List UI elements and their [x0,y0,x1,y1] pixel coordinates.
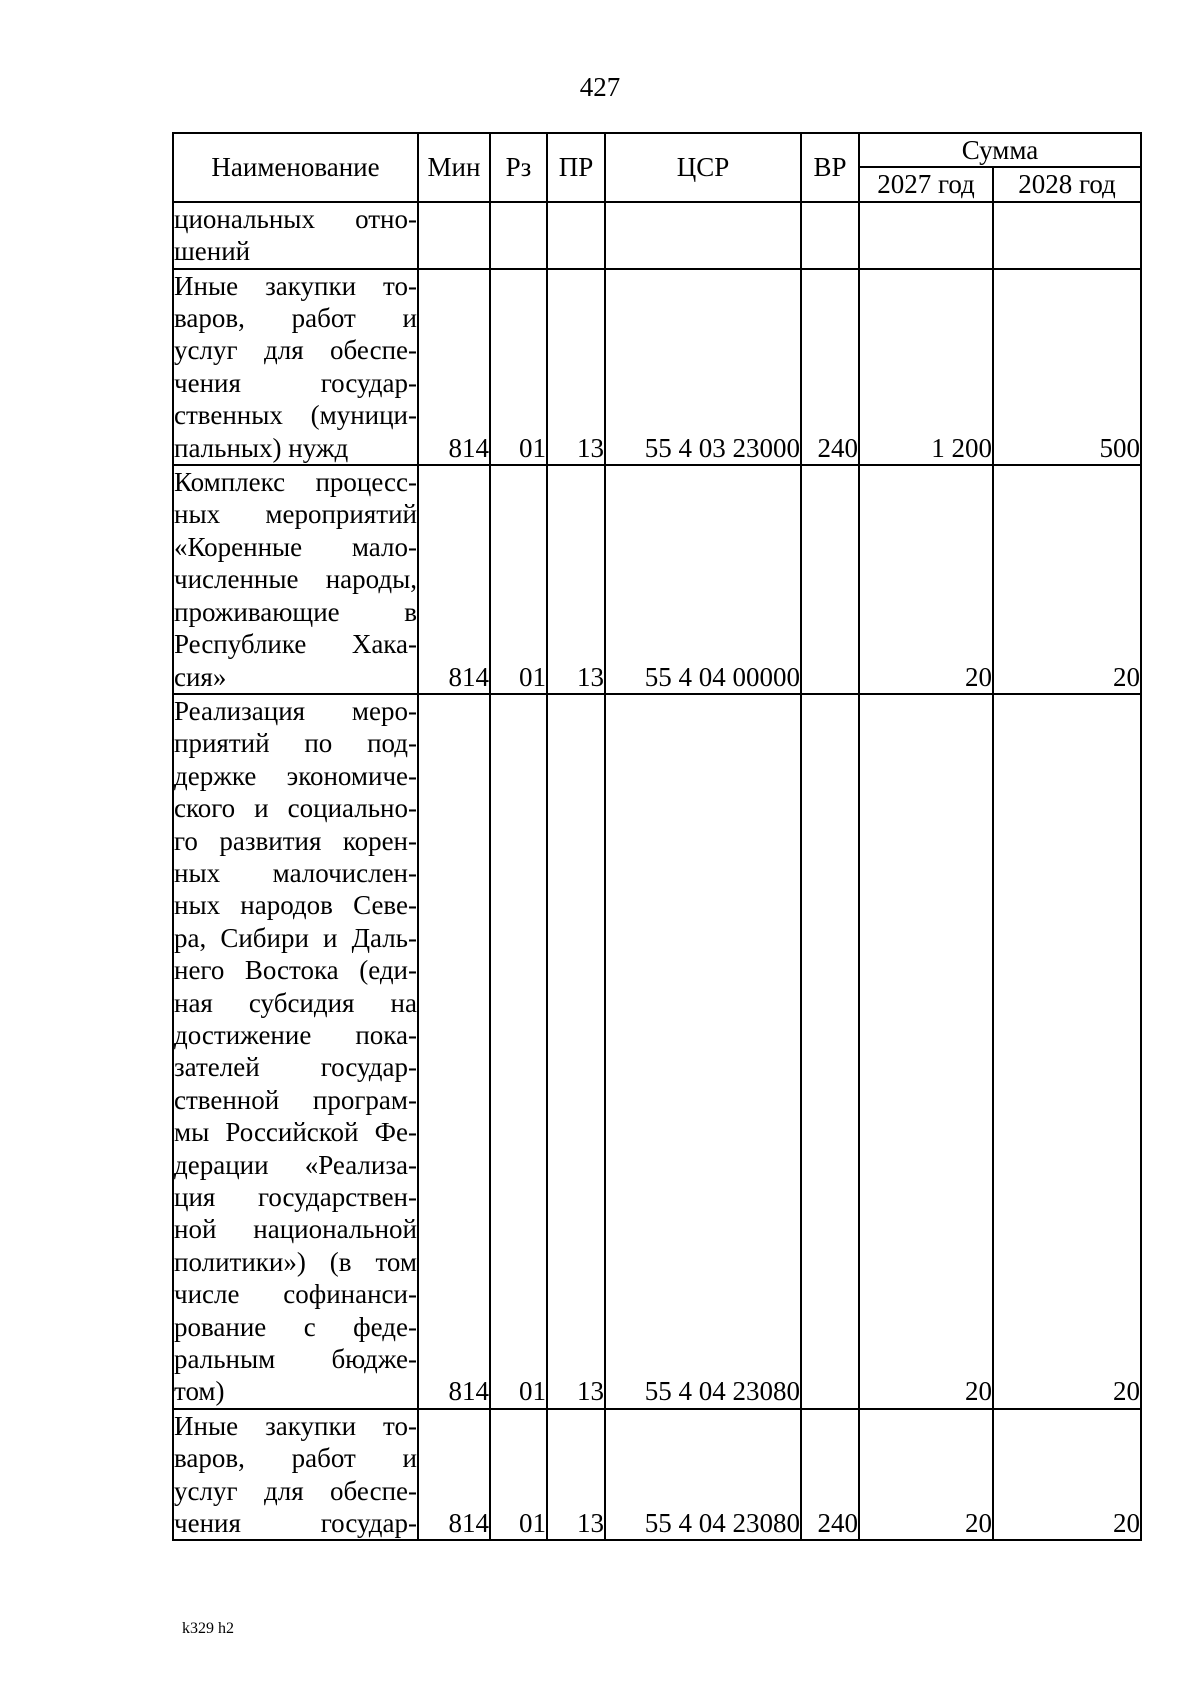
row-name-line: ной национальной [174,1214,417,1245]
row-name-line: рование с феде- [174,1311,417,1342]
budget-table [172,132,1142,1541]
row-name-line: приятий по под- [174,728,417,759]
row-name-line: Комплекс процесс- [174,467,417,498]
row-csr [605,202,801,269]
row-sum-2028: 20 [993,694,1141,1409]
row-csr: 55 4 04 00000 [605,465,801,694]
row-name [173,694,418,1409]
row-name-line: пальных) нужд [174,432,349,463]
row-pr: 13 [547,269,605,465]
row-name-line: зателей государ- [174,1052,417,1083]
table-body [173,202,1141,1541]
row-name-line: числе софинанси- [174,1279,417,1310]
row-name-line: численные народы, [174,564,417,595]
table-row [173,694,1141,1409]
row-name-line: дерации «Реализа- [174,1149,417,1180]
row-name-line: услуг для обеспе- [174,335,417,366]
row-vr [801,465,859,694]
table-row [173,202,1141,269]
header-year-2027: 2027 год [859,167,993,201]
row-min: 814 [418,465,490,694]
row-sum-2027: 20 [859,465,993,694]
row-rz: 01 [490,269,547,465]
row-name-line: шений [174,236,251,267]
row-name-line: него Востока (еди- [174,955,417,986]
row-sum-2027 [859,202,993,269]
table-row [173,269,1141,465]
row-name-line: циональных отно- [174,203,417,234]
row-name-line: чения государ- [174,367,417,398]
row-sum-2028: 20 [993,1409,1141,1541]
row-name-line: ных малочислен- [174,857,417,888]
row-name-line: чения государ- [174,1508,417,1539]
row-sum-2028: 20 [993,465,1141,694]
row-sum-2028 [993,202,1141,269]
row-sum-2027: 20 [859,1409,993,1541]
row-name-line: ция государствен- [174,1182,417,1212]
row-pr: 13 [547,465,605,694]
header-name: Наименование [173,133,418,202]
row-name-line: го развития корен- [174,825,417,856]
row-sum-2027: 20 [859,694,993,1409]
row-min [418,202,490,269]
row-rz [490,202,547,269]
table-row [173,1409,1141,1541]
row-name [173,1409,418,1541]
row-name-line: варов, работ и [174,303,417,334]
table-row [173,465,1141,694]
row-name-line: ная субсидия на [174,987,417,1018]
row-name-line: сия» [174,661,227,692]
header-sum: Сумма [859,133,1141,167]
row-rz: 01 [490,694,547,1409]
row-name-line: «Коренные мало- [174,531,417,562]
row-name-line: ственных (муници- [174,400,417,431]
row-name-line: Иные закупки то- [174,270,417,301]
row-name-line: варов, работ и [174,1443,417,1474]
row-name-line: держке экономиче- [174,760,417,791]
row-name-line: достижение пока- [174,1019,417,1050]
page-number: 427 [579,72,621,102]
row-min: 814 [418,1409,490,1541]
row-name-line: услуг для обеспе- [174,1475,417,1506]
row-name-line: ра, Сибири и Даль- [174,922,417,953]
row-name-line: мы Российской Фе- [174,1117,417,1148]
header-csr: ЦСР [605,133,801,202]
row-rz: 01 [490,465,547,694]
row-sum-2028: 500 [993,269,1141,465]
row-name-line: Реализация меро- [174,695,417,726]
footer-code: k329 h2 [182,1620,234,1637]
header-min: Мин [418,133,490,202]
row-name-line: ных мероприятий [174,499,417,530]
row-name [173,269,418,465]
header-vr: ВР [801,133,859,202]
row-vr [801,202,859,269]
row-sum-2027: 1 200 [859,269,993,465]
row-min: 814 [418,269,490,465]
row-name-line: ственной програм- [174,1084,417,1115]
row-csr: 55 4 04 23080 [605,694,801,1409]
row-name [173,465,418,694]
row-name-line: Республике Хака- [174,629,417,660]
header-row [173,133,1141,167]
row-pr [547,202,605,269]
row-pr: 13 [547,1409,605,1541]
header-rz: Рз [490,133,547,202]
row-name-line: ского и социально- [174,793,417,824]
row-csr: 55 4 03 23000 [605,269,801,465]
row-vr: 240 [801,1409,859,1541]
row-rz: 01 [490,1409,547,1541]
row-name-line: Иные закупки то- [174,1410,417,1441]
row-name-line: ральным бюдже- [174,1344,417,1375]
row-name-line: том) [174,1376,225,1407]
header-pr: ПР [547,133,605,202]
row-vr [801,694,859,1409]
row-name-line: политики») (в том [174,1246,417,1277]
row-name [173,202,418,269]
header-year-2028: 2028 год [993,167,1141,201]
row-min: 814 [418,694,490,1409]
row-pr: 13 [547,694,605,1409]
row-vr: 240 [801,269,859,465]
row-name-line: ных народов Севе- [174,890,417,921]
row-csr: 55 4 04 23080 [605,1409,801,1541]
row-name-line: проживающие в [174,596,417,627]
